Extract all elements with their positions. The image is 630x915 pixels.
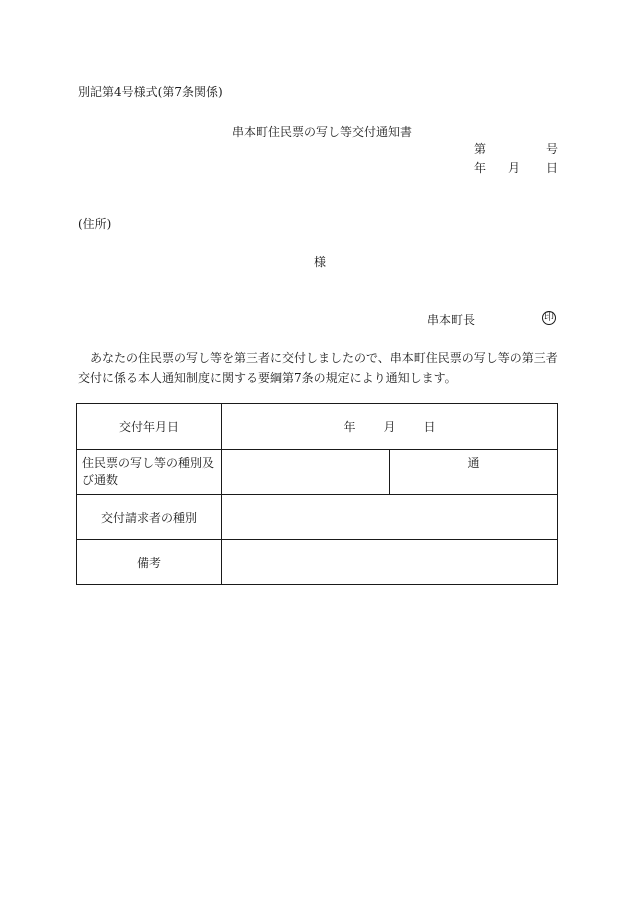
issue-date-day: 日 [423, 420, 436, 434]
requester-type-cell [222, 495, 558, 540]
notice-body: あなたの住民票の写し等を第三者に交付しましたので、串本町住民票の写し等の第三者交付に係る本人通知制度に関する要綱第7条の規定により通知します。 [78, 351, 558, 385]
seal-mark: 印 [544, 312, 554, 323]
row-label-issue-date: 交付年月日 [77, 404, 222, 450]
row-label-remarks: 備考 [77, 540, 222, 585]
issue-date-year: 年 [343, 420, 356, 434]
issue-date-month: 月 [383, 420, 396, 434]
address-label: (住所) [78, 217, 112, 231]
date-day-label: 日 [546, 161, 559, 175]
issue-date-cell [222, 404, 558, 450]
sender-title: 串本町長 [427, 313, 476, 327]
row-label-type-count: 住民票の写し等の種別及び通数 [77, 450, 222, 495]
date-year-label: 年 [474, 161, 487, 175]
table-row [77, 540, 558, 585]
table-row [77, 404, 558, 450]
count-cell: 通 [390, 450, 558, 495]
form-number-label: 別記第4号様式(第7条関係) [78, 85, 223, 99]
table-row [77, 495, 558, 540]
date-month-label: 月 [508, 161, 521, 175]
type-value-cell [222, 450, 390, 495]
row-label-requester-type: 交付請求者の種別 [77, 495, 222, 540]
number-prefix: 第 [474, 142, 487, 156]
document-title: 串本町住民票の写し等交付通知書 [232, 125, 413, 139]
table-row [77, 450, 558, 495]
honorific: 様 [314, 255, 327, 269]
remarks-cell [222, 540, 558, 585]
notice-info-table [76, 403, 558, 585]
number-suffix: 号 [546, 142, 559, 156]
